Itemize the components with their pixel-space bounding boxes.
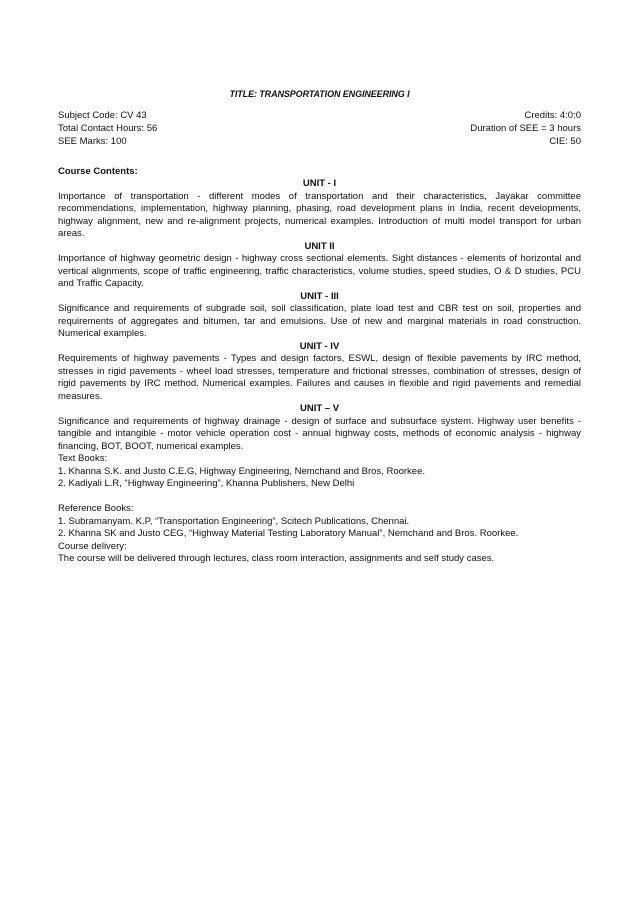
meta-row-3	[58, 135, 581, 148]
unit-text: Importance of transportation - different modes of transportation and their characteristics, Jayakar committee recommendations, implementation, highway planning, phasing, road development plans in India, recent developments, highway alignment, new and re-alignment projects, numerical examples. Introduction of multi model transport for urban areas.	[58, 190, 581, 239]
unit-text: Requirements of highway pavements - Types and design factors, ESWL, design of flexible pavements by IRC method, stresses in rigid pavements - wheel load stresses, temperature and frictional stresses, combination of stresses, design of rigid pavements by IRC method. Numerical examples. Failures and causes in flexible and rigid pavements and remedial measures.	[58, 353, 581, 402]
unit-1	[58, 178, 581, 241]
unit-3	[58, 291, 581, 341]
document-title: TITLE: TRANSPORTATION ENGINEERING I	[229, 89, 410, 99]
see-duration: Duration of SEE = 3 hours	[470, 122, 581, 134]
unit-heading: UNIT - III	[300, 290, 339, 302]
unit-5	[58, 403, 581, 453]
course-delivery-heading: Course delivery:	[58, 540, 127, 552]
subject-code: Subject Code: CV 43	[58, 109, 147, 121]
text-books	[58, 453, 581, 491]
course-contents-heading: Course Contents:	[58, 165, 138, 177]
contact-hours: Total Contact Hours: 56	[58, 122, 158, 134]
unit-4	[58, 341, 581, 404]
unit-text: Significance and requirements of subgrade soil, soil classification, plate load test and CBR test on soil, properties and requirements of aggregates and bitumen, tar and emulsions. Use of new and marginal materials in road construction. Numerical examples.	[58, 303, 581, 339]
meta-row-2	[58, 122, 581, 135]
syllabus-page	[58, 88, 581, 566]
reference-books-heading: Reference Books:	[58, 503, 134, 514]
text-book-item: 2. Kadiyali L.R, “Highway Engineering”, Khanna Publishers, New Delhi	[58, 478, 355, 489]
course-delivery-text: The course will be delivered through lectures, class room interaction, assignments and self study cases.	[58, 553, 495, 564]
unit-heading: UNIT - IV	[299, 340, 340, 352]
meta-row-1	[58, 109, 581, 122]
reference-books	[58, 503, 581, 541]
text-books-heading: Text Books:	[58, 453, 108, 464]
course-delivery	[58, 541, 581, 566]
spacer	[58, 148, 581, 166]
unit-2	[58, 241, 581, 291]
reference-book-item: 1. Subramanyam. K.P, “Transportation Engineering”, Scitech Publications, Chennai.	[58, 515, 410, 527]
reference-book-item: 2. Khanna SK and Justo CEG, “Highway Material Testing Laboratory Manual”, Nemchand and Bros. Roorkee.	[58, 528, 519, 539]
unit-heading: UNIT - I	[302, 178, 337, 189]
credits: Credits: 4:0:0	[524, 109, 581, 121]
see-marks: SEE Marks: 100	[58, 135, 127, 147]
text-book-item: 1. Khanna S.K. and Justo C.E.G, Highway Engineering, Nemchand and Bros, Roorkee.	[58, 465, 426, 477]
unit-text: Importance of highway geometric design - highway cross sectional elements. Sight distances - elements of horizontal and vertical alignments, scope of traffic engineering, traffic characteristics, volume studies, speed studies, O & D studies, PCU and Traffic Capacity.	[58, 253, 581, 289]
spacer	[58, 491, 581, 504]
unit-heading: UNIT – V	[299, 403, 340, 414]
cie-marks: CIE: 50	[549, 135, 581, 147]
unit-heading: UNIT II	[304, 240, 335, 252]
unit-text: Significance and requirements of highway drainage - design of surface and subsurface system. Highway user benefits - tangible and intangible - motor vehicle operation cost - annual highway costs, methods of economic analysis - highway financing, BOT, BOOT, numerical examples.	[58, 415, 581, 452]
